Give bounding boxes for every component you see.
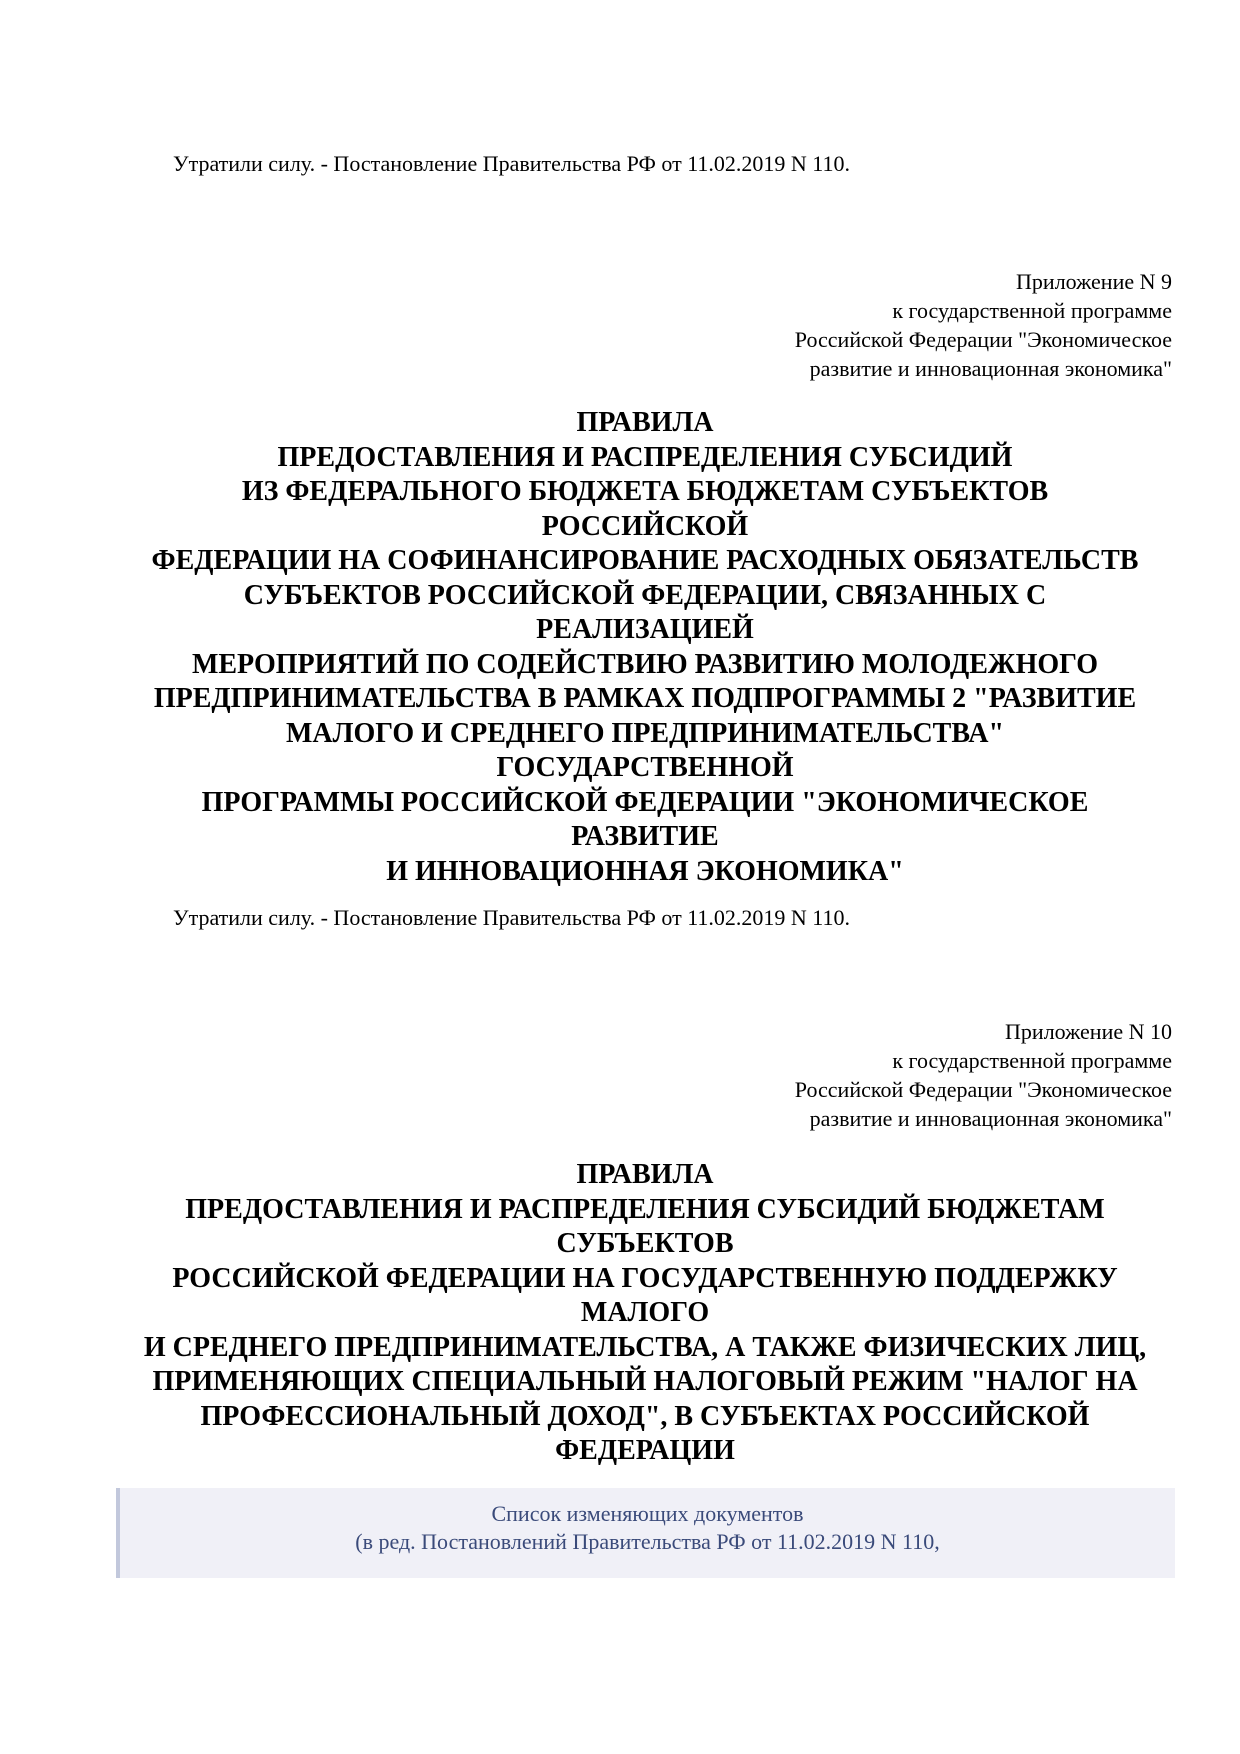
- title-line: ГОСУДАРСТВЕННОЙ: [496, 752, 794, 783]
- amendments-heading: Список изменяющих документов: [491, 1501, 804, 1526]
- title-line: ПРИМЕНЯЮЩИХ СПЕЦИАЛЬНЫЙ НАЛОГОВЫЙ РЕЖИМ "НАЛОГ НА: [152, 1366, 1138, 1397]
- appendix-line: Российской Федерации "Экономическое: [794, 327, 1172, 352]
- appendix-10-title: [110, 1158, 1180, 1469]
- title-line: ПРЕДОСТАВЛЕНИЯ И РАСПРЕДЕЛЕНИЯ СУБСИДИЙ БЮДЖЕТАМ: [185, 1193, 1105, 1225]
- repeal-note: Утратили силу. - Постановление Правительства РФ от 11.02.2019 N 110.: [173, 905, 850, 930]
- appendix-9-header: [652, 267, 1172, 383]
- title-line: ФЕДЕРАЦИИ НА СОФИНАНСИРОВАНИЕ РАСХОДНЫХ ОБЯЗАТЕЛЬСТВ: [151, 545, 1139, 576]
- title-line: ФЕДЕРАЦИИ: [555, 1435, 735, 1466]
- title-line: МАЛОГО И СРЕДНЕГО ПРЕДПРИНИМАТЕЛЬСТВА": [285, 717, 1005, 749]
- title-line: СУБЪЕКТОВ: [556, 1228, 734, 1259]
- title-line: МАЛОГО: [580, 1297, 710, 1328]
- appendix-line: к государственной программе: [892, 298, 1172, 323]
- title-line: ПРЕДПРИНИМАТЕЛЬСТВА В РАМКАХ ПОДПРОГРАММЫ 2 "РАЗВИТИЕ: [153, 683, 1137, 714]
- appendix-line: развитие и инновационная экономика": [809, 356, 1172, 381]
- title-line: И СРЕДНЕГО ПРЕДПРИНИМАТЕЛЬСТВА, А ТАКЖЕ ФИЗИЧЕСКИХ ЛИЦ,: [143, 1331, 1147, 1363]
- title-line: ПРАВИЛА: [576, 1159, 714, 1190]
- title-line: РОССИЙСКОЙ: [541, 510, 749, 542]
- appendix-line: к государственной программе: [892, 1048, 1172, 1073]
- title-line: ПРЕДОСТАВЛЕНИЯ И РАСПРЕДЕЛЕНИЯ СУБСИДИЙ: [277, 441, 1013, 473]
- title-line: СУБЪЕКТОВ РОССИЙСКОЙ ФЕДЕРАЦИИ, СВЯЗАННЫХ С: [243, 579, 1047, 611]
- title-line: РАЗВИТИЕ: [571, 821, 719, 852]
- title-line: ПРОГРАММЫ РОССИЙСКОЙ ФЕДЕРАЦИИ "ЭКОНОМИЧЕСКОЕ: [201, 786, 1089, 818]
- title-line: РОССИЙСКОЙ ФЕДЕРАЦИИ НА ГОСУДАРСТВЕННУЮ ПОДДЕРЖКУ: [172, 1262, 1118, 1294]
- title-line: И ИННОВАЦИОННАЯ ЭКОНОМИКА": [386, 855, 904, 887]
- appendix-line: Приложение N 9: [1016, 269, 1172, 294]
- appendix-line: Российской Федерации "Экономическое: [794, 1077, 1172, 1102]
- repeal-note: Утратили силу. - Постановление Правительства РФ от 11.02.2019 N 110.: [173, 151, 850, 176]
- appendix-line: Приложение N 10: [1005, 1019, 1172, 1044]
- appendix-10-header: [652, 1017, 1172, 1133]
- title-line: ИЗ ФЕДЕРАЛЬНОГО БЮДЖЕТА БЮДЖЕТАМ СУБЪЕКТОВ: [241, 476, 1049, 507]
- title-line: ПРАВИЛА: [576, 407, 714, 438]
- title-line: МЕРОПРИЯТИЙ ПО СОДЕЙСТВИЮ РАЗВИТИЮ МОЛОДЕЖНОГО: [191, 648, 1099, 680]
- appendix-9-title: [110, 406, 1180, 889]
- title-line: ПРОФЕССИОНАЛЬНЫЙ ДОХОД", В СУБЪЕКТАХ РОССИЙСКОЙ: [200, 1400, 1090, 1432]
- amendments-box: [116, 1488, 1175, 1578]
- appendix-line: развитие и инновационная экономика": [809, 1106, 1172, 1131]
- title-line: РЕАЛИЗАЦИЕЙ: [536, 614, 754, 645]
- amendments-line: (в ред. Постановлений Правительства РФ от 11.02.2019 N 110,: [355, 1529, 940, 1554]
